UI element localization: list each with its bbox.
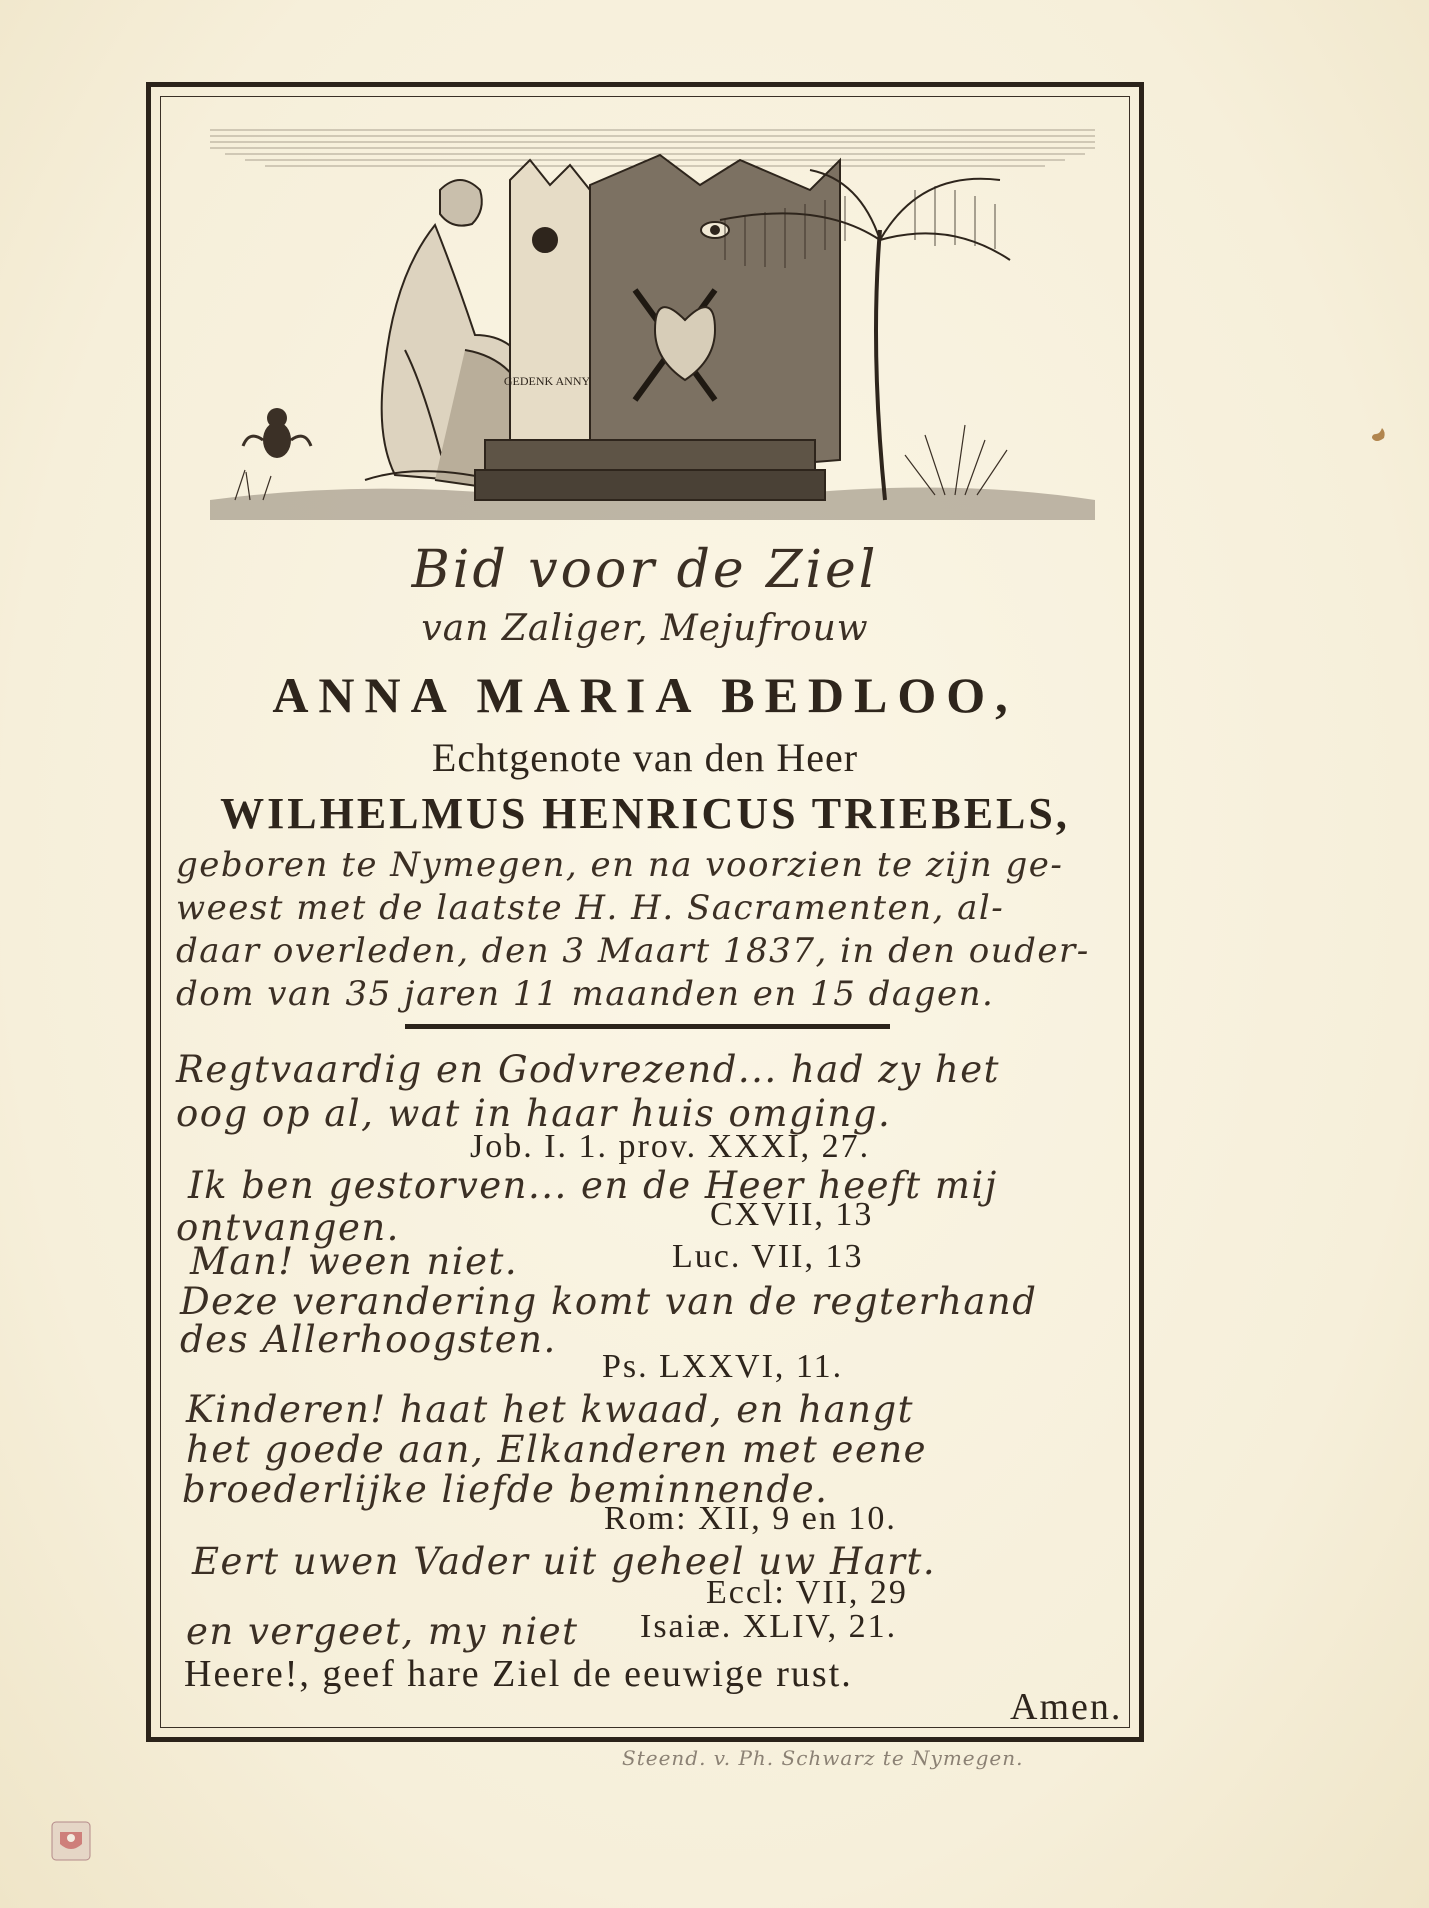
biography-line: weest met de laatste H. H. Sacramenten, al- <box>176 888 1005 928</box>
honorific-line: van Zaliger, Mejufrouw <box>421 608 869 649</box>
biography-line: geboren te Nymegen, en na voorzien te zijn ge- <box>176 845 1064 885</box>
scripture-reference: CXVII, 13 <box>710 1196 874 1233</box>
verse-line: Ik ben gestorven... en de Heer heeft mij <box>188 1164 998 1207</box>
deceased-name: ANNA MARIA BEDLOO, <box>272 667 1018 723</box>
printer-credit: Steend. v. Ph. Schwarz te Nymegen. <box>622 1746 1024 1770</box>
amen-line: Amen. <box>1010 1686 1123 1728</box>
verse-line: broederlijke liefde beminnende. <box>182 1468 829 1511</box>
biography-line: daar overleden, den 3 Maart 1837, in den ouder- <box>176 931 1090 971</box>
ink-stain <box>1368 424 1390 446</box>
verse-line: ontvangen. <box>176 1206 400 1249</box>
section-divider <box>405 1024 890 1029</box>
biography-line: dom van 35 jaren 11 maanden en 15 dagen. <box>176 974 995 1014</box>
verse-line: Eert uwen Vader uit geheel uw Hart. <box>192 1540 937 1583</box>
scripture-reference: Ps. LXXVI, 11. <box>602 1348 844 1385</box>
mourning-engraving <box>165 100 1125 550</box>
relation-line: Echtgenote van den Heer <box>431 735 859 780</box>
verse-line: Man! ween niet. <box>190 1240 519 1283</box>
monument-inscription: GEDENK ANNY <box>503 374 591 388</box>
husband-name: WILHELMUS HENRICUS TRIEBELS, <box>220 789 1070 838</box>
verse-line: Kinderen! haat het kwaad, en hangt <box>186 1388 915 1431</box>
scripture-reference: Job. I. 1. prov. XXXI, 27. <box>470 1128 871 1165</box>
monument <box>475 155 840 500</box>
prayer-heading: Bid voor de Ziel <box>411 540 879 600</box>
owl-figure <box>243 408 311 458</box>
verse-line: het goede aan, Elkanderen met eene <box>186 1428 928 1471</box>
verse-line: Regtvaardig en Godvrezend... had zy het <box>176 1048 1001 1091</box>
scripture-reference: Rom: XII, 9 en 10. <box>604 1500 897 1537</box>
verse-line: Deze verandering komt van de regterhand <box>180 1280 1038 1323</box>
collection-seal-icon <box>50 1820 92 1862</box>
closing-prayer: Heere!, geef hare Ziel de eeuwige rust. <box>184 1653 853 1695</box>
scripture-reference: Isaiæ. XLIV, 21. <box>640 1608 898 1645</box>
scripture-reference: Eccl: VII, 29 <box>706 1574 908 1611</box>
verse-line: des Allerhoogsten. <box>180 1318 557 1361</box>
verse-line: oog op al, wat in haar huis omging. <box>176 1092 892 1135</box>
scripture-reference: Luc. VII, 13 <box>672 1238 864 1275</box>
verse-line: en vergeet, my niet <box>186 1610 579 1653</box>
